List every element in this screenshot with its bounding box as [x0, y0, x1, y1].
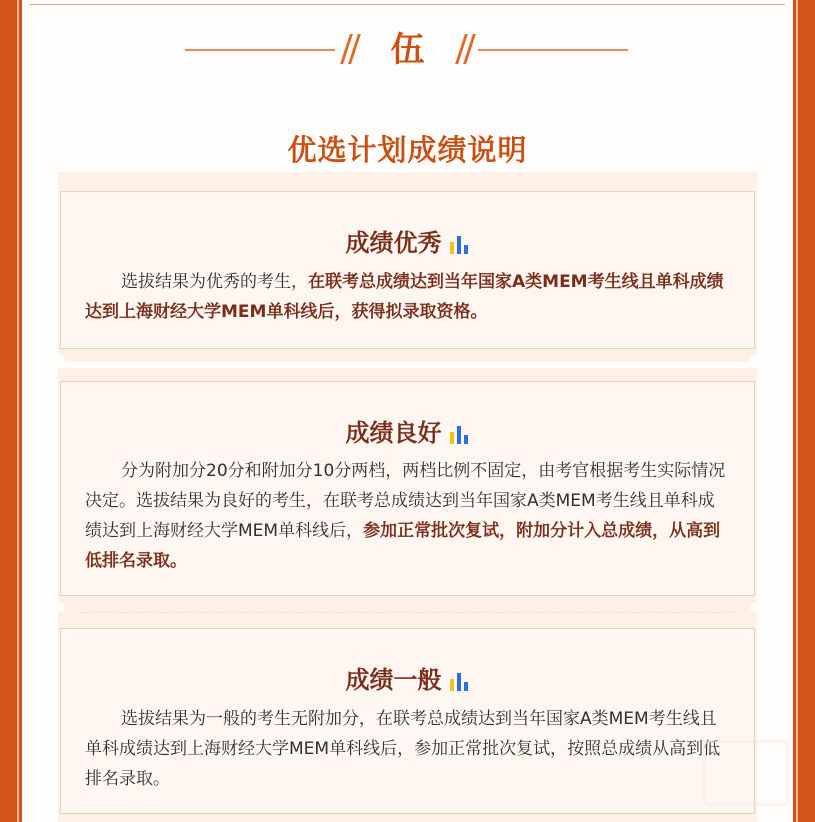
card-text: 选拔结果为一般的考生无附加分，在联考总成绩达到当年国家A类MEM考生线且单科成绩达到上海财经大学MEM单科线后，参加正常批次复试，按照总成绩从高到低排名录取。 — [85, 709, 721, 789]
perforation-dot — [55, 355, 65, 365]
bar-chart-icon — [450, 236, 470, 254]
section-header — [0, 30, 815, 70]
section-line-left — [185, 49, 335, 51]
card-text: 分为附加分20分和附加分10分两档，两档比例不固定，由考官根据考生实际情况决定。选拔结果为良好的考生，在联考总成绩达到当年国家A类MEM考生线且单科成绩达到上海财经大学MEM单科线后，参加正常批次复试，附加分计入总成绩，从高到低排名录取。 — [85, 461, 726, 571]
perforation-dot — [750, 355, 760, 365]
left-frame-border — [0, 0, 22, 822]
card-title: 成绩一般 — [61, 665, 754, 695]
card-text: 选拔结果为优秀的考生，在联考总成绩达到当年国家A类MEM考生线且单科成绩达到上海财经大学MEM单科线后，获得拟录取资格。 — [85, 272, 724, 322]
top-divider — [30, 4, 785, 5]
section-number: 伍 — [390, 30, 425, 70]
bar-chart-icon — [450, 673, 470, 691]
card-good — [60, 381, 755, 596]
card-title: 成绩优秀 — [61, 228, 754, 258]
bar-chart-icon — [450, 426, 470, 444]
right-frame-border — [793, 0, 815, 822]
watermark-logo — [703, 740, 789, 806]
page-title: 优选计划成绩说明 — [287, 133, 528, 167]
card-average — [60, 628, 755, 814]
section-line-right — [478, 49, 628, 51]
card-title: 成绩良好 — [61, 418, 754, 448]
perforation-dot — [55, 602, 65, 612]
card-excellent — [60, 191, 755, 349]
perforation-dot — [750, 602, 760, 612]
